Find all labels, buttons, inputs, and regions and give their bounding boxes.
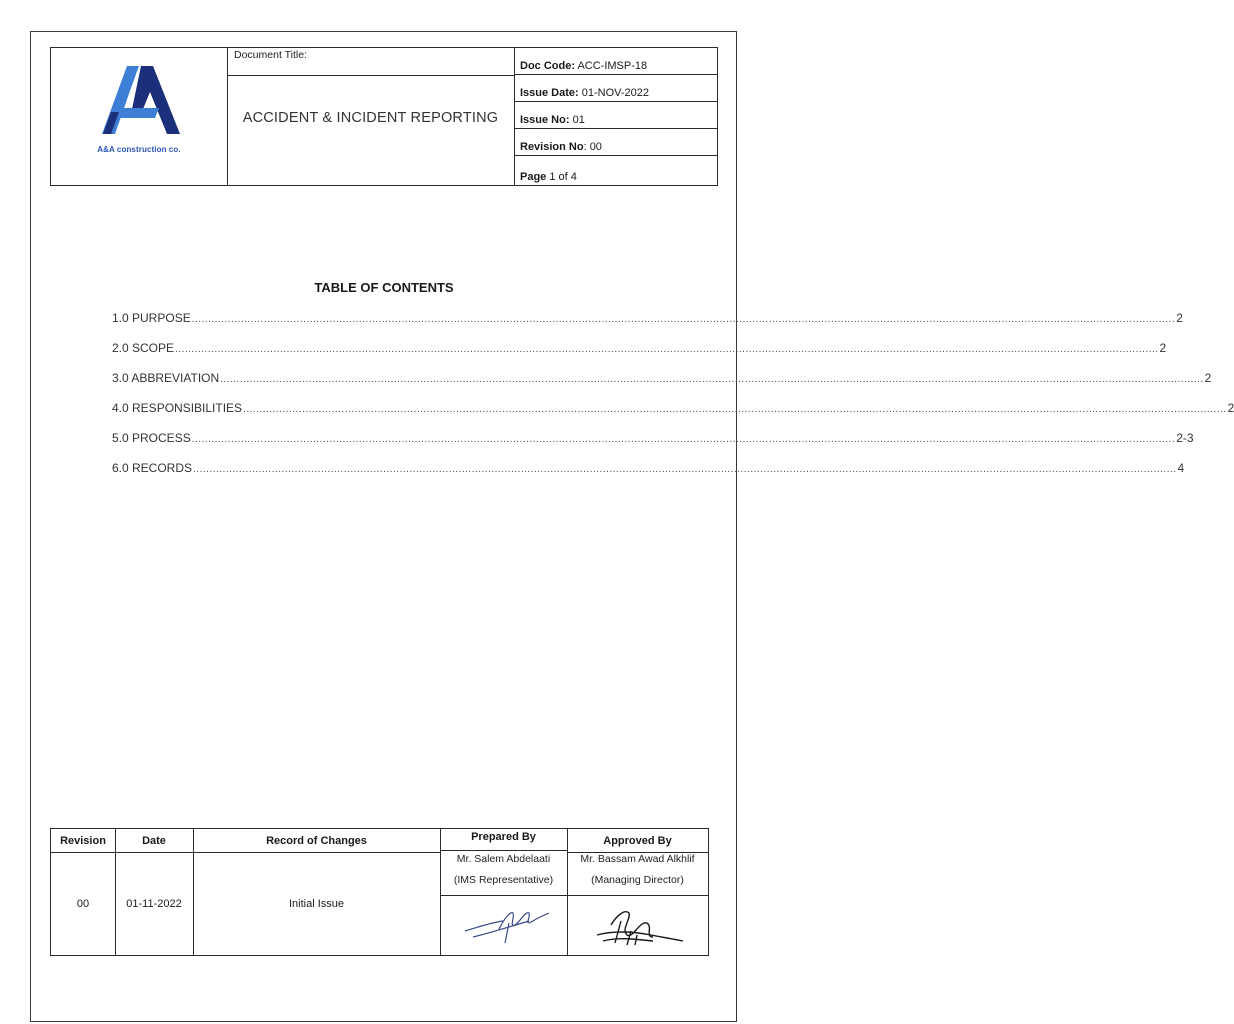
logo-cell: [51, 48, 228, 185]
date-header: Date: [115, 829, 193, 853]
issue-date-label: Issue Date:: [520, 87, 579, 99]
toc-title: TABLE OF CONTENTS: [314, 280, 454, 295]
revision-header: Revision: [51, 829, 115, 853]
logo-text: A&A construction co.: [97, 145, 181, 154]
title-cell: [227, 48, 515, 185]
prepared-by-role: (IMS Representative): [453, 874, 554, 886]
toc-entry-responsibilities[interactable]: [112, 401, 1234, 431]
title-divider: [227, 75, 514, 76]
revision-no-label: Revision No: [520, 141, 584, 153]
issue-date-row: [514, 75, 718, 102]
toc-entry-label: 4.0 RESPONSIBILITIES: [112, 401, 243, 415]
toc-leader-dots: ............................................................................................................................................................................................................................................................................................................: [191, 314, 1176, 325]
toc-entry-abbreviation[interactable]: [112, 371, 1212, 401]
toc-entry-page: 2: [1176, 311, 1183, 325]
toc-entry-purpose[interactable]: [112, 311, 1183, 341]
issue-no-label: Issue No:: [520, 114, 570, 126]
doc-code-row: [514, 48, 718, 75]
signature-row-divider: [440, 895, 708, 896]
toc-entry-label: 6.0 RECORDS: [112, 461, 193, 475]
toc-leader-dots: ............................................................................................................................................................................................................................................................................................................: [175, 344, 1159, 355]
meta-cell: [514, 48, 718, 185]
page-value: 1 of 4: [549, 171, 577, 183]
approved-by-name: Mr. Bassam Awad Alkhlif: [580, 853, 695, 865]
toc-entry-page: 2: [1227, 401, 1234, 415]
page-label: Page: [520, 171, 547, 183]
toc-leader-dots: ............................................................................................................................................................................................................................................................................................................: [220, 374, 1204, 385]
toc-entry-label: 1.0 PURPOSE: [112, 311, 191, 325]
toc-entry-page: 4: [1177, 461, 1185, 475]
toc-list: [112, 311, 1234, 491]
toc-entry-label: 2.0 SCOPE: [112, 341, 175, 355]
issue-no-row: [514, 102, 718, 129]
toc-leader-dots: ............................................................................................................................................................................................................................................................................................................: [191, 434, 1176, 445]
prepared-by-signature-icon: [459, 903, 554, 948]
toc-entry-records[interactable]: [112, 461, 1185, 491]
toc-leader-dots: ............................................................................................................................................................................................................................................................................................................: [193, 464, 1177, 475]
issue-no-value: 01: [572, 114, 585, 126]
document-title: ACCIDENT & INCIDENT REPORTING: [242, 110, 499, 126]
page-row: [514, 156, 718, 185]
toc-entry-page: 2: [1159, 341, 1167, 355]
toc-entry-page: 2-3: [1176, 431, 1194, 445]
revision-table: [50, 828, 709, 956]
toc-entry-process[interactable]: [112, 431, 1194, 461]
toc-entry-page: 2: [1204, 371, 1212, 385]
issue-date-value: 01-NOV-2022: [581, 87, 650, 99]
company-logo-icon: [101, 64, 181, 140]
prepared-by-header: Prepared By: [440, 829, 567, 851]
revision-value: 00: [76, 898, 90, 910]
document-header: [50, 47, 718, 186]
toc-leader-dots: ............................................................................................................................................................................................................................................................................................................: [243, 404, 1227, 415]
toc-entry-label: 5.0 PROCESS: [112, 431, 191, 445]
approved-by-header: Approved By: [567, 829, 708, 853]
doc-code-value: ACC-IMSP-18: [577, 60, 648, 72]
record-of-changes-value: Initial Issue: [288, 898, 345, 910]
approved-by-role: (Managing Director): [591, 874, 684, 886]
toc-entry-label: 3.0 ABBREVIATION: [112, 371, 220, 385]
prepared-by-name: Mr. Salem Abdelaati: [456, 853, 551, 865]
approved-by-signature-icon: [591, 901, 691, 949]
revision-no-row: [514, 129, 718, 156]
date-value: 01-11-2022: [126, 898, 182, 910]
document-title-label: Document Title:: [234, 49, 307, 61]
doc-code-label: Doc Code:: [520, 60, 575, 72]
toc-entry-scope[interactable]: [112, 341, 1167, 371]
revision-no-value: : 00: [583, 141, 602, 153]
record-of-changes-header: Record of Changes: [193, 829, 440, 853]
